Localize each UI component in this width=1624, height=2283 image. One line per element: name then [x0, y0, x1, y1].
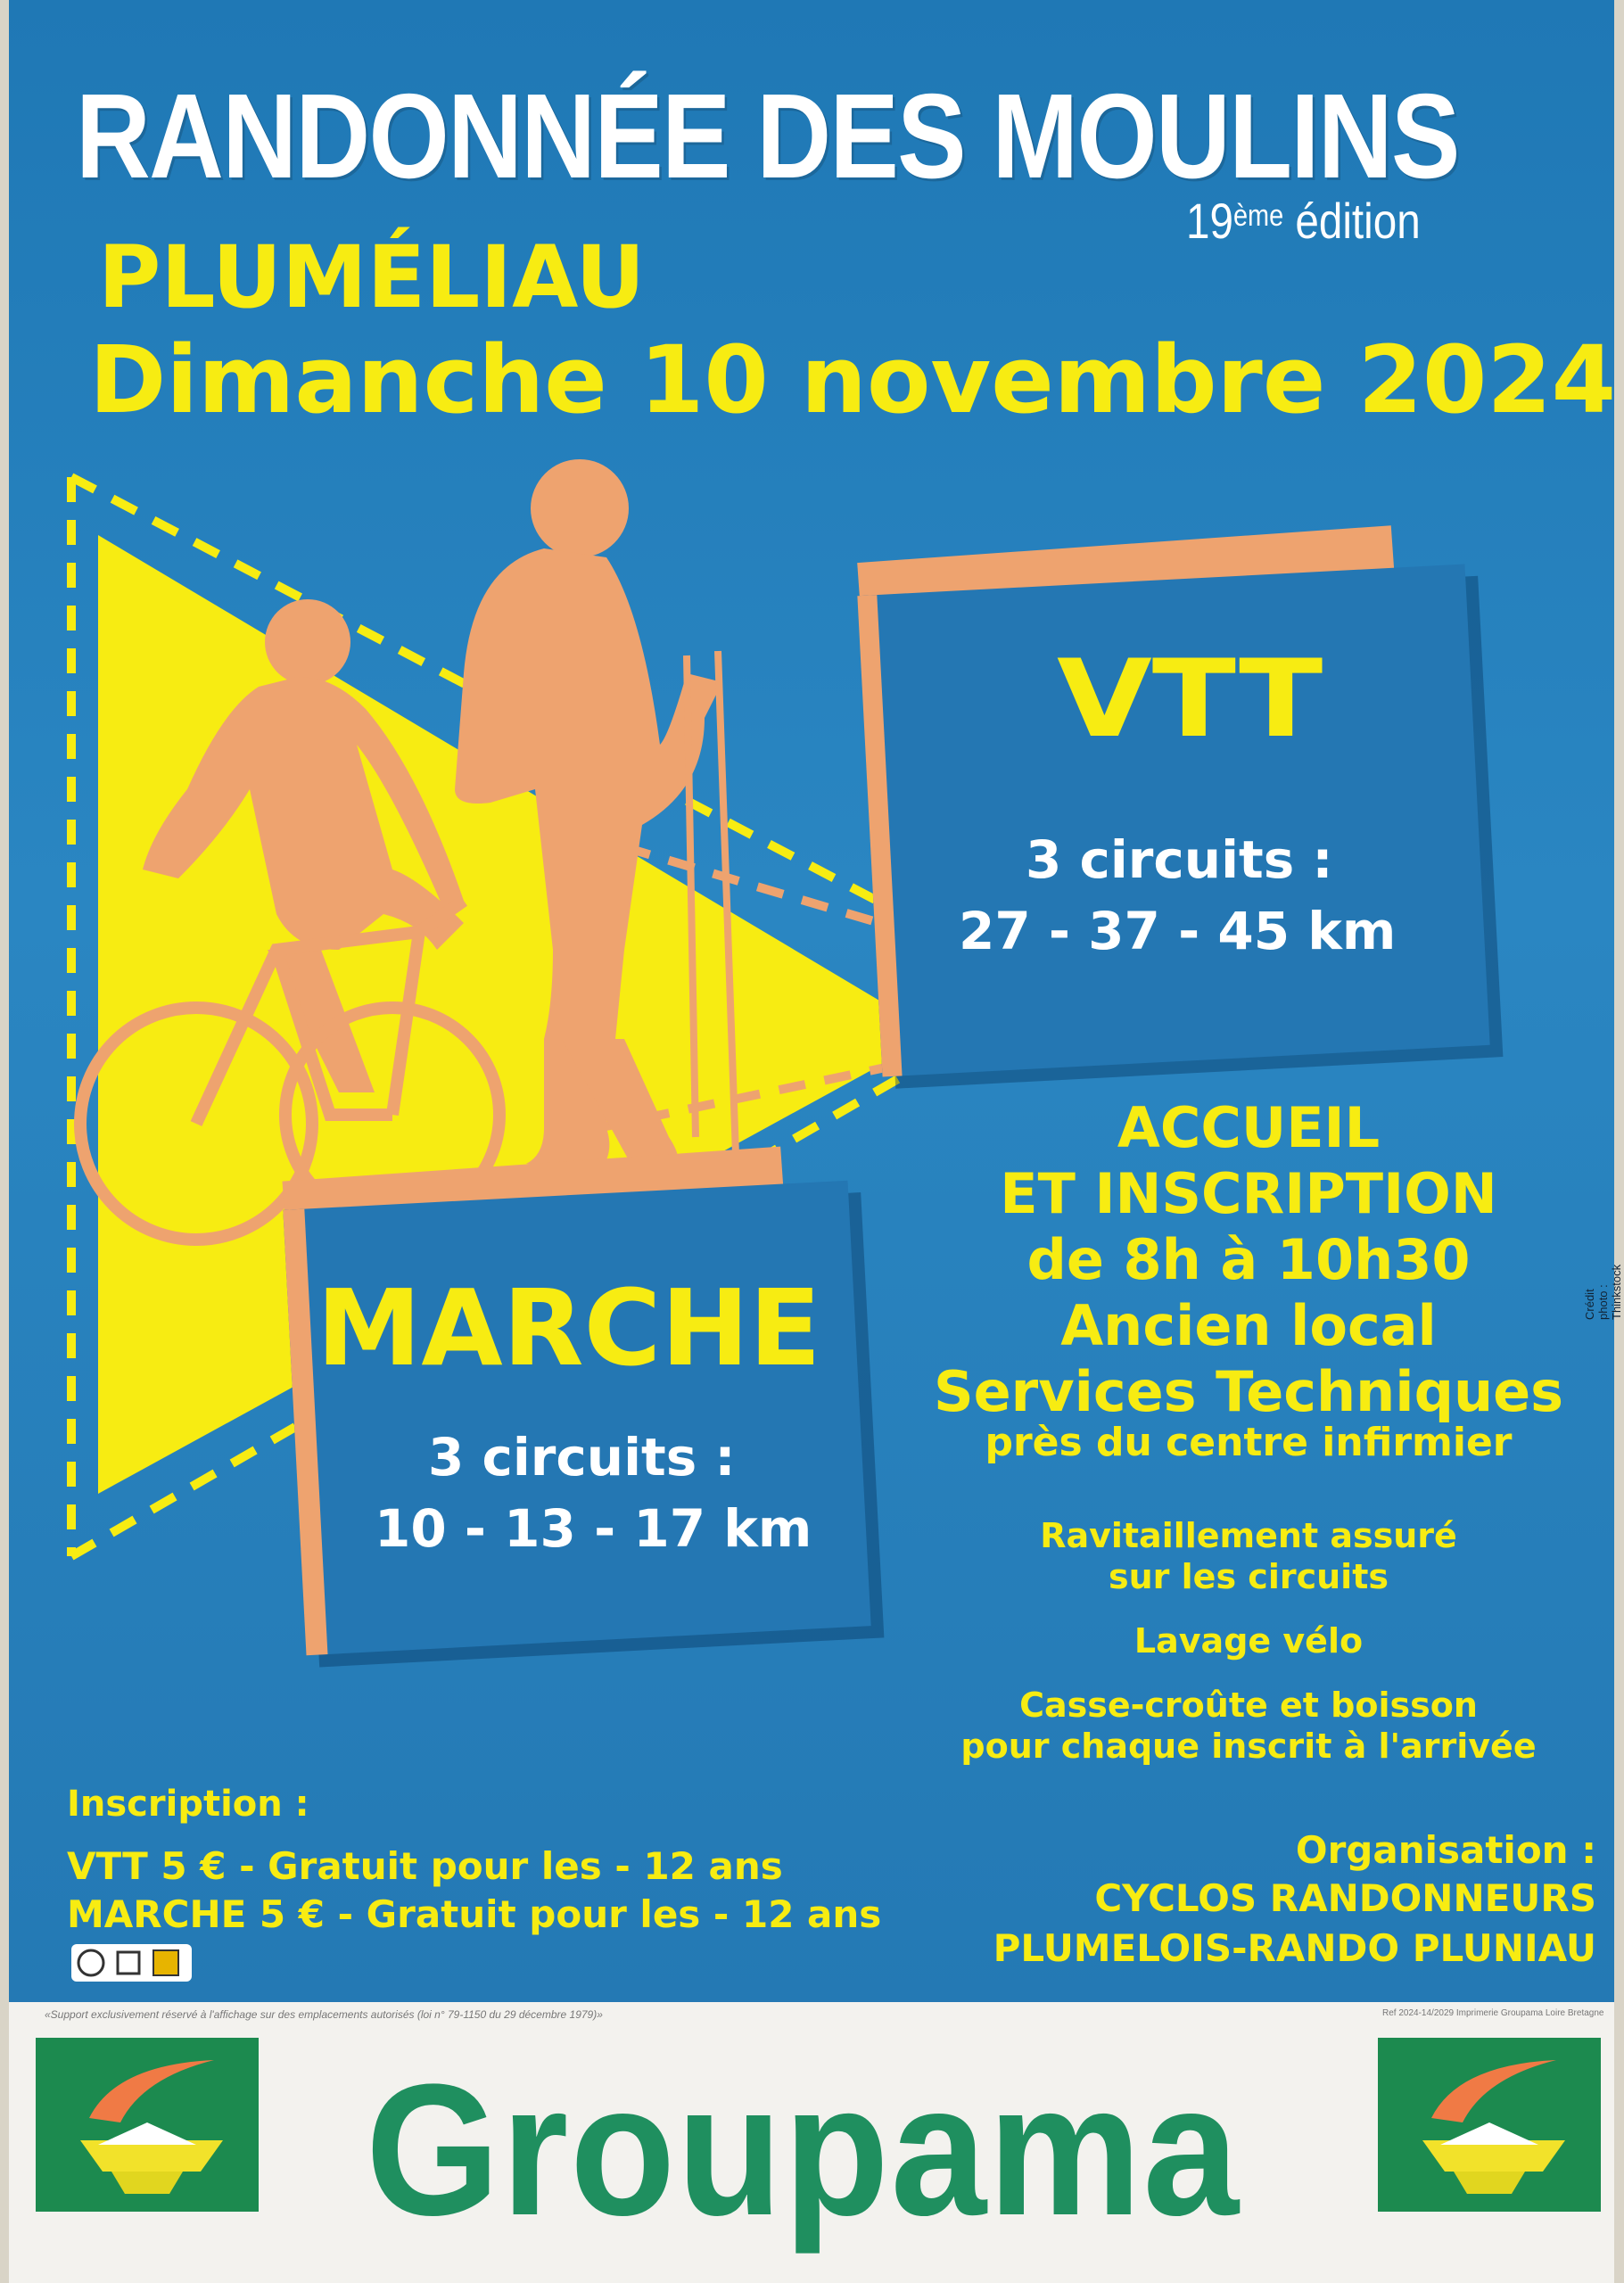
bin-icon	[153, 1950, 178, 1975]
inscription-marche-price: MARCHE 5 € - Gratuit pour les - 12 ans	[67, 1892, 882, 1936]
print-reference: Ref 2024-14/2029 Imprimerie Groupama Loire Bretagne	[1382, 2008, 1604, 2018]
organisation-line-2: PLUMELOIS-RANDO PLUNIAU	[993, 1926, 1596, 1970]
event-town: PLUMÉLIAU	[98, 227, 646, 327]
groupama-wordmark: Groupama	[366, 2045, 1241, 2254]
recycling-icons	[71, 1944, 192, 1982]
groupama-emblem-icon	[1378, 2038, 1601, 2212]
marche-title: MARCHE	[317, 1266, 821, 1389]
inscription-vtt-price: VTT 5 € - Gratuit pour les - 12 ans	[67, 1844, 783, 1888]
accueil-line-4: Ancien local	[1060, 1293, 1437, 1358]
inscription-heading: Inscription :	[67, 1784, 309, 1825]
poster	[9, 0, 1623, 2283]
organisation-line-1: CYCLOS RANDONNEURS	[1094, 1876, 1596, 1920]
edition-word: édition	[1283, 193, 1421, 249]
accueil-line-1: ACCUEIL	[1117, 1095, 1381, 1160]
groupama-logo-right	[1378, 2038, 1601, 2212]
groupama-logo-left	[36, 2038, 259, 2212]
edition-label	[1186, 192, 1421, 250]
ravitaillement-line-1: Ravitaillement assuré	[1040, 1516, 1457, 1555]
event-title: RANDONNÉE DES MOULINS	[76, 69, 1459, 203]
accueil-sub: près du centre infirmier	[985, 1420, 1513, 1465]
groupama-emblem-icon	[36, 2038, 259, 2212]
marche-circuits-label: 3 circuits :	[428, 1427, 736, 1488]
edition-suffix: ème	[1232, 199, 1284, 233]
photo-credit: Crédit photo : Thinkstock	[1583, 1264, 1623, 1320]
marche-distances: 10 - 13 - 17 km	[375, 1498, 812, 1559]
vtt-circuits-label: 3 circuits :	[1026, 829, 1333, 890]
accueil-line-3: de 8h à 10h30	[1026, 1227, 1471, 1292]
legal-notice: «Support exclusivement réservé à l'affichage sur des emplacements autorisés (loi n° 79-1150 du 29 décembre 1979)»	[45, 2008, 603, 2021]
marche-card	[283, 1181, 870, 1655]
casse-croute-line-2: pour chaque inscrit à l'arrivée	[960, 1727, 1537, 1766]
lavage-velo: Lavage vélo	[1134, 1621, 1364, 1661]
vtt-title: VTT	[1057, 638, 1323, 762]
casse-croute-line-1: Casse-croûte et boisson	[1019, 1685, 1478, 1725]
vtt-distances: 27 - 37 - 45 km	[959, 901, 1397, 961]
ravitaillement-line-2: sur les circuits	[1109, 1557, 1389, 1596]
accueil-line-5: Services Techniques	[933, 1359, 1564, 1424]
event-date: Dimanche 10 novembre 2024	[89, 326, 1617, 434]
accueil-line-2: ET INSCRIPTION	[1000, 1161, 1497, 1226]
organisation-heading: Organisation :	[1295, 1828, 1596, 1872]
edition-number: 19	[1186, 193, 1233, 249]
